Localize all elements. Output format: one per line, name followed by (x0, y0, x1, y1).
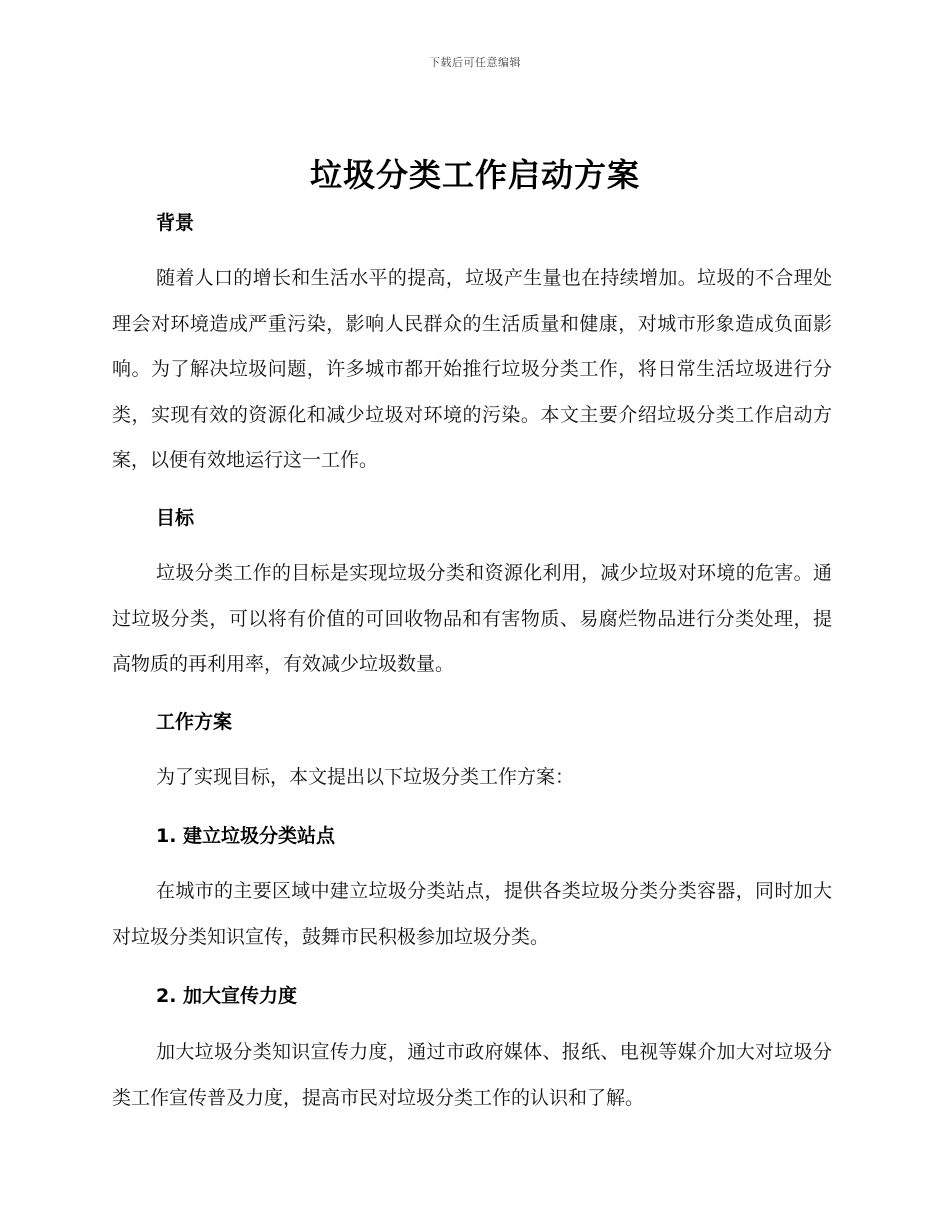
paragraph-step-1: 在城市的主要区域中建立垃圾分类站点，提供各类垃圾分类分类容器，同时加大对垃圾分类知识宣传，鼓舞市民积极参加垃圾分类。 (112, 880, 832, 948)
paragraph-step-2: 加大垃圾分类知识宣传力度，通过市政府媒体、报纸、电视等媒介加大对垃圾分类工作宣传普及力度，提高市民对垃圾分类工作的认识和了解。 (112, 1041, 832, 1109)
heading-goal: 目标 (156, 507, 195, 529)
paragraph-background: 随着人口的增长和生活水平的提高，垃圾产生量也在持续增加。垃圾的不合理处理会对环境造成严重污染，影响人民群众的生活质量和健康，对城市形象造成负面影响。为了解决垃圾问题，许多城市都开始推行垃圾分类工作，将日常生活垃圾进行分类，实现有效的资源化和减少垃圾对环境的污染。本文主要介绍垃圾分类工作启动方案，以便有效地运行这一工作。 (112, 267, 832, 471)
heading-step-1: 1. 建立垃圾分类站点 (156, 825, 336, 847)
paragraph-plan-intro: 为了实现目标，本文提出以下垃圾分类工作方案： (156, 766, 575, 788)
heading-background: 背景 (156, 212, 195, 234)
heading-step-2: 2. 加大宣传力度 (156, 985, 298, 1007)
document-title: 垃圾分类工作启动方案 (309, 156, 640, 194)
paragraph-goal: 垃圾分类工作的目标是实现垃圾分类和资源化利用，减少垃圾对环境的危害。通过垃圾分类，可以将有价值的可回收物品和有害物质、易腐烂物品进行分类处理，提高物质的再利用率，有效减少垃圾数量。 (112, 562, 832, 675)
heading-plan: 工作方案 (156, 711, 233, 733)
header-note: 下载后可任意编辑 (429, 56, 521, 69)
